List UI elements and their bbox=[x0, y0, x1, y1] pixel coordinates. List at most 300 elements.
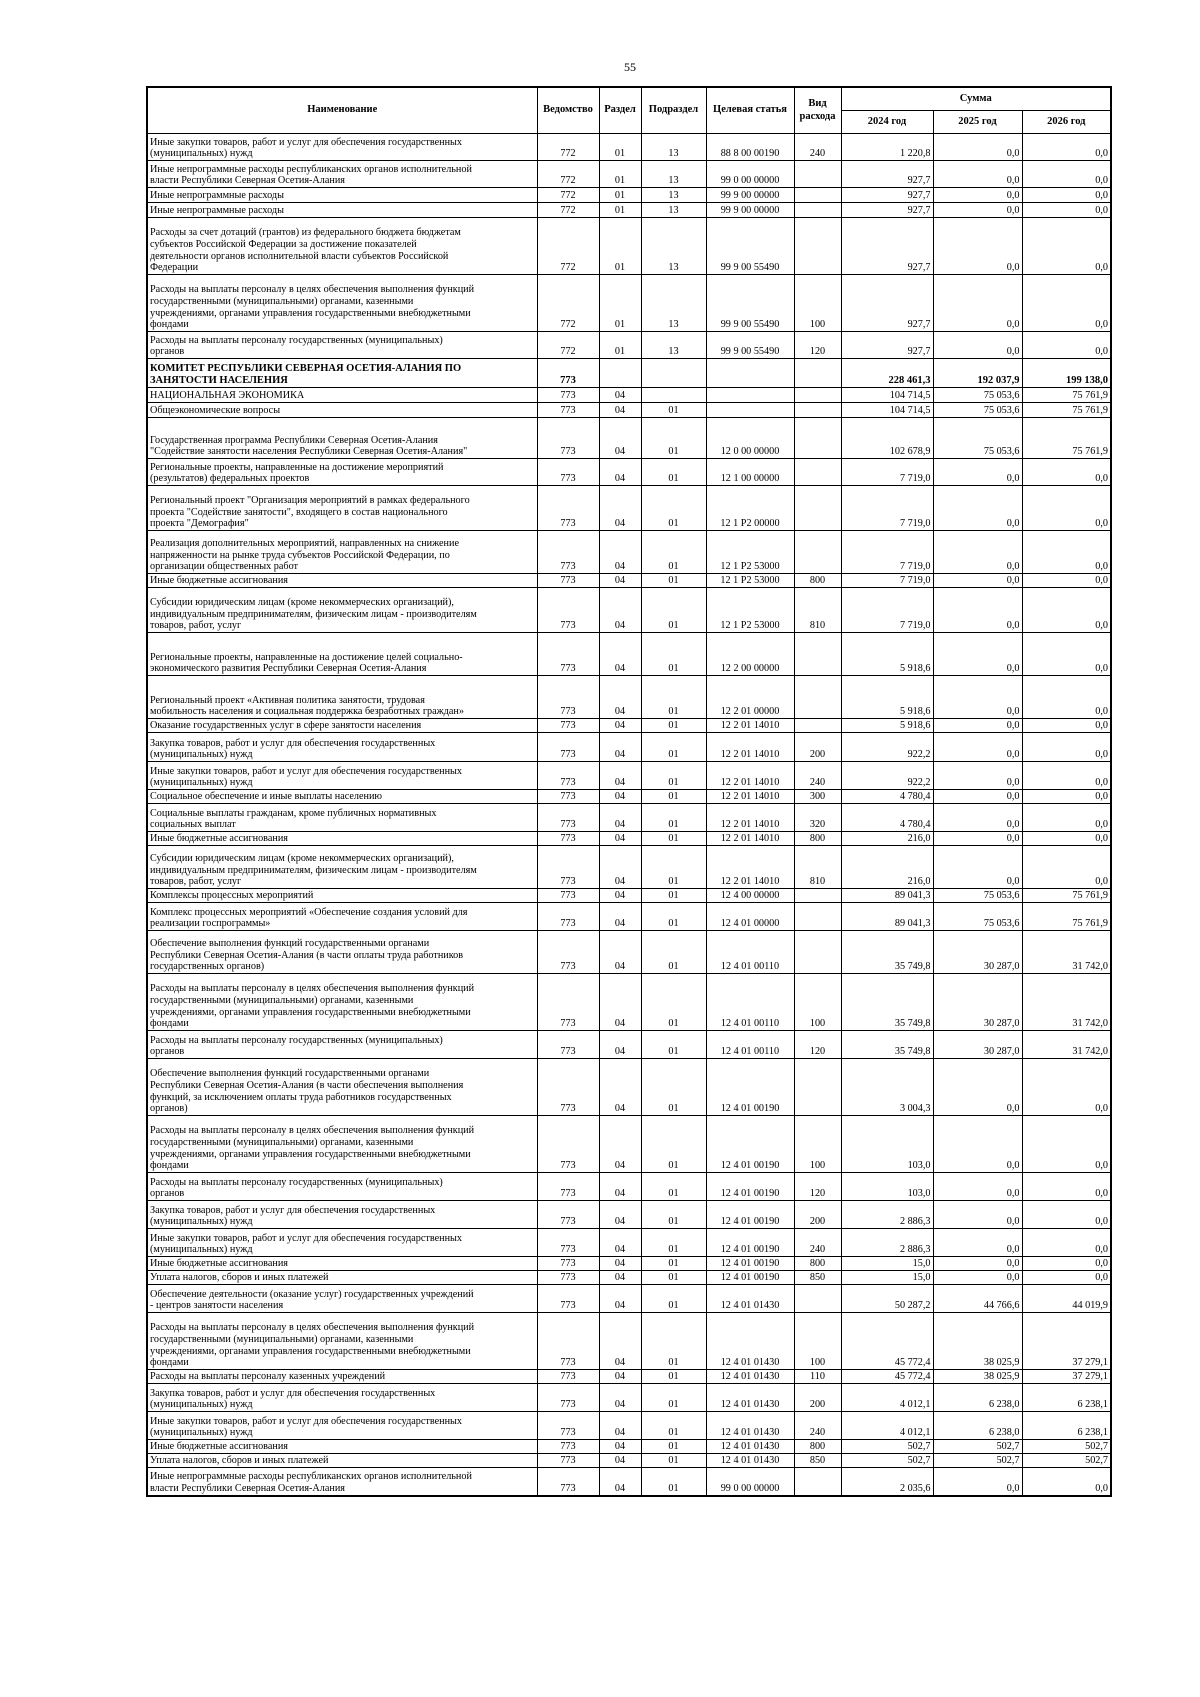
cell-2024: 927,7 bbox=[841, 161, 933, 188]
cell-2025: 0,0 bbox=[933, 1173, 1022, 1201]
cell-subsection: 01 bbox=[641, 1059, 706, 1116]
cell-name: Иные закупки товаров, работ и услуг для обеспечения государственных (муниципальных) нужд bbox=[147, 762, 537, 790]
cell-target: 12 4 01 00190 bbox=[706, 1116, 794, 1173]
cell-target: 12 1 P2 00000 bbox=[706, 486, 794, 531]
table-row bbox=[147, 134, 1111, 161]
cell-2024: 502,7 bbox=[841, 1440, 933, 1454]
cell-name: Иные закупки товаров, работ и услуг для обеспечения государственных (муниципальных) нужд bbox=[147, 134, 537, 161]
cell-2025: 0,0 bbox=[933, 676, 1022, 719]
cell-2026: 0,0 bbox=[1022, 676, 1111, 719]
table-row bbox=[147, 403, 1111, 418]
cell-2026: 0,0 bbox=[1022, 1116, 1111, 1173]
cell-2025: 6 238,0 bbox=[933, 1412, 1022, 1440]
cell-department: 773 bbox=[537, 1468, 599, 1496]
cell-section: 04 bbox=[599, 1313, 641, 1370]
cell-2026: 75 761,9 bbox=[1022, 903, 1111, 931]
table-row bbox=[147, 931, 1111, 974]
cell-2025: 30 287,0 bbox=[933, 1031, 1022, 1059]
cell-department: 773 bbox=[537, 1059, 599, 1116]
cell-2026: 0,0 bbox=[1022, 332, 1111, 359]
cell-department: 773 bbox=[537, 1229, 599, 1257]
header-target: Целевая статья bbox=[706, 87, 794, 134]
cell-2025: 0,0 bbox=[933, 1116, 1022, 1173]
cell-section: 04 bbox=[599, 531, 641, 574]
cell-subsection: 01 bbox=[641, 1454, 706, 1468]
table-row bbox=[147, 719, 1111, 733]
cell-department: 772 bbox=[537, 188, 599, 203]
cell-2024: 216,0 bbox=[841, 832, 933, 846]
cell-department: 773 bbox=[537, 804, 599, 832]
cell-target: 12 2 01 14010 bbox=[706, 832, 794, 846]
table-row bbox=[147, 1285, 1111, 1313]
cell-2026: 0,0 bbox=[1022, 1201, 1111, 1229]
table-row bbox=[147, 574, 1111, 588]
cell-department: 773 bbox=[537, 1201, 599, 1229]
cell-name: Социальное обеспечение и иные выплаты населению bbox=[147, 790, 537, 804]
cell-name: НАЦИОНАЛЬНАЯ ЭКОНОМИКА bbox=[147, 388, 537, 403]
cell-name: Иные непрограммные расходы республиканских органов исполнительной власти Республики Северная Осетия-Алания bbox=[147, 161, 537, 188]
cell-department: 773 bbox=[537, 1116, 599, 1173]
cell-2025: 44 766,6 bbox=[933, 1285, 1022, 1313]
cell-2024: 5 918,6 bbox=[841, 633, 933, 676]
cell-section: 04 bbox=[599, 676, 641, 719]
cell-2025: 0,0 bbox=[933, 275, 1022, 332]
cell-target: 99 9 00 55490 bbox=[706, 218, 794, 275]
cell-name: Уплата налогов, сборов и иных платежей bbox=[147, 1454, 537, 1468]
table-row bbox=[147, 1031, 1111, 1059]
cell-section: 01 bbox=[599, 161, 641, 188]
table-row bbox=[147, 1412, 1111, 1440]
cell-subsection: 01 bbox=[641, 418, 706, 459]
cell-2024: 7 719,0 bbox=[841, 486, 933, 531]
cell-name: Иные закупки товаров, работ и услуг для обеспечения государственных (муниципальных) нужд bbox=[147, 1229, 537, 1257]
cell-2025: 75 053,6 bbox=[933, 889, 1022, 903]
cell-target: 12 4 01 00110 bbox=[706, 974, 794, 1031]
cell-section: 04 bbox=[599, 403, 641, 418]
cell-target bbox=[706, 403, 794, 418]
cell-section: 04 bbox=[599, 1059, 641, 1116]
cell-name: Обеспечение выполнения функций государственными органами Республики Северная Осетия-Алания (в части обеспечения выполнения функций, за исключением оплаты труда работников государственных органов) bbox=[147, 1059, 537, 1116]
cell-subsection: 13 bbox=[641, 203, 706, 218]
cell-department: 773 bbox=[537, 633, 599, 676]
cell-department: 772 bbox=[537, 161, 599, 188]
cell-2025: 502,7 bbox=[933, 1440, 1022, 1454]
cell-subsection: 01 bbox=[641, 974, 706, 1031]
cell-expense-type bbox=[794, 931, 841, 974]
cell-target: 12 4 01 01430 bbox=[706, 1370, 794, 1384]
cell-subsection: 13 bbox=[641, 134, 706, 161]
cell-section: 01 bbox=[599, 203, 641, 218]
cell-2026: 0,0 bbox=[1022, 733, 1111, 762]
cell-target: 12 2 01 14010 bbox=[706, 762, 794, 790]
cell-target bbox=[706, 388, 794, 403]
cell-2024: 927,7 bbox=[841, 203, 933, 218]
cell-2024: 927,7 bbox=[841, 332, 933, 359]
cell-department: 773 bbox=[537, 388, 599, 403]
cell-2024: 2 886,3 bbox=[841, 1229, 933, 1257]
cell-2026: 31 742,0 bbox=[1022, 1031, 1111, 1059]
cell-section: 04 bbox=[599, 459, 641, 486]
cell-2024: 216,0 bbox=[841, 846, 933, 889]
cell-name: Расходы на выплаты персоналу в целях обеспечения выполнения функций государственными (муниципальными) органами, казенными учреждениями, органами управления государственными внебюджетными фондами bbox=[147, 1313, 537, 1370]
cell-subsection: 01 bbox=[641, 403, 706, 418]
cell-department: 773 bbox=[537, 1313, 599, 1370]
cell-section: 04 bbox=[599, 733, 641, 762]
cell-2025: 0,0 bbox=[933, 1468, 1022, 1496]
cell-expense-type: 200 bbox=[794, 1201, 841, 1229]
cell-2026: 0,0 bbox=[1022, 203, 1111, 218]
cell-subsection: 01 bbox=[641, 588, 706, 633]
cell-2026: 0,0 bbox=[1022, 1229, 1111, 1257]
cell-subsection: 01 bbox=[641, 832, 706, 846]
header-name: Наименование bbox=[147, 87, 537, 134]
cell-expense-type: 300 bbox=[794, 790, 841, 804]
cell-subsection: 01 bbox=[641, 1384, 706, 1412]
cell-2026: 0,0 bbox=[1022, 1173, 1111, 1201]
cell-department: 773 bbox=[537, 1370, 599, 1384]
cell-section: 04 bbox=[599, 1454, 641, 1468]
cell-department: 773 bbox=[537, 1384, 599, 1412]
cell-name: Иные бюджетные ассигнования bbox=[147, 574, 537, 588]
cell-expense-type: 800 bbox=[794, 1440, 841, 1454]
header-2026: 2026 год bbox=[1022, 111, 1111, 134]
cell-2024: 4 780,4 bbox=[841, 790, 933, 804]
cell-expense-type bbox=[794, 203, 841, 218]
cell-2026: 0,0 bbox=[1022, 1257, 1111, 1271]
cell-target: 12 4 01 01430 bbox=[706, 1384, 794, 1412]
cell-department: 772 bbox=[537, 275, 599, 332]
cell-expense-type: 850 bbox=[794, 1271, 841, 1285]
cell-section: 01 bbox=[599, 188, 641, 203]
cell-2026: 75 761,9 bbox=[1022, 388, 1111, 403]
cell-subsection: 13 bbox=[641, 188, 706, 203]
cell-2026: 0,0 bbox=[1022, 790, 1111, 804]
cell-2024: 35 749,8 bbox=[841, 1031, 933, 1059]
cell-2025: 75 053,6 bbox=[933, 418, 1022, 459]
cell-2024: 1 220,8 bbox=[841, 134, 933, 161]
cell-expense-type bbox=[794, 188, 841, 203]
cell-target: 12 4 01 01430 bbox=[706, 1313, 794, 1370]
cell-2026: 44 019,9 bbox=[1022, 1285, 1111, 1313]
table-row bbox=[147, 275, 1111, 332]
cell-2026: 502,7 bbox=[1022, 1454, 1111, 1468]
cell-name: Региональные проекты, направленные на достижение мероприятий (результатов) федеральных проектов bbox=[147, 459, 537, 486]
cell-section: 04 bbox=[599, 1201, 641, 1229]
cell-target: 12 1 P2 53000 bbox=[706, 531, 794, 574]
cell-subsection: 01 bbox=[641, 1370, 706, 1384]
cell-2025: 0,0 bbox=[933, 762, 1022, 790]
cell-subsection: 13 bbox=[641, 275, 706, 332]
cell-target: 12 2 01 14010 bbox=[706, 790, 794, 804]
cell-expense-type: 240 bbox=[794, 1229, 841, 1257]
cell-2025: 0,0 bbox=[933, 804, 1022, 832]
cell-2024: 502,7 bbox=[841, 1454, 933, 1468]
cell-department: 772 bbox=[537, 203, 599, 218]
cell-expense-type bbox=[794, 889, 841, 903]
cell-2025: 502,7 bbox=[933, 1454, 1022, 1468]
cell-2025: 38 025,9 bbox=[933, 1313, 1022, 1370]
cell-name: Расходы на выплаты персоналу в целях обеспечения выполнения функций государственными (муниципальными) органами, казенными учреждениями, органами управления государственными внебюджетными фондами bbox=[147, 275, 537, 332]
cell-name: Обеспечение выполнения функций государственными органами Республики Северная Осетия-Алания (в части оплаты труда работников государственных органов) bbox=[147, 931, 537, 974]
cell-2026: 0,0 bbox=[1022, 531, 1111, 574]
cell-name: КОМИТЕТ РЕСПУБЛИКИ СЕВЕРНАЯ ОСЕТИЯ-АЛАНИЯ ПО ЗАНЯТОСТИ НАСЕЛЕНИЯ bbox=[147, 359, 537, 388]
cell-2024: 922,2 bbox=[841, 733, 933, 762]
cell-expense-type bbox=[794, 1468, 841, 1496]
cell-target bbox=[706, 359, 794, 388]
cell-target: 12 0 00 00000 bbox=[706, 418, 794, 459]
cell-subsection: 01 bbox=[641, 531, 706, 574]
table-row bbox=[147, 218, 1111, 275]
cell-subsection: 01 bbox=[641, 804, 706, 832]
cell-expense-type: 810 bbox=[794, 846, 841, 889]
header-section: Раздел bbox=[599, 87, 641, 134]
cell-department: 773 bbox=[537, 574, 599, 588]
table-row bbox=[147, 1116, 1111, 1173]
cell-2024: 35 749,8 bbox=[841, 931, 933, 974]
table-row bbox=[147, 633, 1111, 676]
cell-subsection: 01 bbox=[641, 676, 706, 719]
table-row bbox=[147, 676, 1111, 719]
cell-expense-type bbox=[794, 633, 841, 676]
cell-2024: 3 004,3 bbox=[841, 1059, 933, 1116]
cell-2024: 45 772,4 bbox=[841, 1313, 933, 1370]
cell-name: Иные непрограммные расходы республиканских органов исполнительной власти Республики Северная Осетия-Алания bbox=[147, 1468, 537, 1496]
header-2025: 2025 год bbox=[933, 111, 1022, 134]
cell-subsection: 13 bbox=[641, 332, 706, 359]
cell-2026: 6 238,1 bbox=[1022, 1412, 1111, 1440]
cell-section bbox=[599, 359, 641, 388]
cell-target: 12 4 01 01430 bbox=[706, 1440, 794, 1454]
table-row bbox=[147, 889, 1111, 903]
cell-2025: 0,0 bbox=[933, 633, 1022, 676]
cell-2025: 0,0 bbox=[933, 574, 1022, 588]
table-row bbox=[147, 1468, 1111, 1496]
cell-section: 04 bbox=[599, 1440, 641, 1454]
cell-name: Оказание государственных услуг в сфере занятости населения bbox=[147, 719, 537, 733]
cell-expense-type bbox=[794, 218, 841, 275]
cell-subsection: 01 bbox=[641, 1173, 706, 1201]
cell-2024: 228 461,3 bbox=[841, 359, 933, 388]
table-row bbox=[147, 388, 1111, 403]
header-expense-type: Вид расхода bbox=[794, 87, 841, 134]
cell-2024: 7 719,0 bbox=[841, 531, 933, 574]
cell-2026: 199 138,0 bbox=[1022, 359, 1111, 388]
cell-name: Расходы на выплаты персоналу государственных (муниципальных) органов bbox=[147, 1173, 537, 1201]
page-number: 55 bbox=[624, 60, 636, 74]
cell-2026: 0,0 bbox=[1022, 1059, 1111, 1116]
cell-name: Расходы на выплаты персоналу в целях обеспечения выполнения функций государственными (муниципальными) органами, казенными учреждениями, органами управления государственными внебюджетными фондами bbox=[147, 974, 537, 1031]
cell-2024: 104 714,5 bbox=[841, 403, 933, 418]
table-header bbox=[147, 87, 1111, 134]
cell-section: 04 bbox=[599, 974, 641, 1031]
cell-section: 01 bbox=[599, 332, 641, 359]
cell-2024: 7 719,0 bbox=[841, 588, 933, 633]
cell-expense-type: 120 bbox=[794, 332, 841, 359]
cell-subsection: 01 bbox=[641, 1257, 706, 1271]
cell-expense-type bbox=[794, 486, 841, 531]
cell-expense-type bbox=[794, 1059, 841, 1116]
table-row bbox=[147, 974, 1111, 1031]
cell-2024: 103,0 bbox=[841, 1173, 933, 1201]
cell-target: 99 0 00 00000 bbox=[706, 1468, 794, 1496]
cell-expense-type: 200 bbox=[794, 733, 841, 762]
cell-2026: 75 761,9 bbox=[1022, 889, 1111, 903]
cell-2026: 0,0 bbox=[1022, 134, 1111, 161]
cell-section: 04 bbox=[599, 790, 641, 804]
cell-section: 04 bbox=[599, 588, 641, 633]
cell-department: 772 bbox=[537, 218, 599, 275]
cell-expense-type: 800 bbox=[794, 1257, 841, 1271]
table-row bbox=[147, 804, 1111, 832]
cell-2024: 103,0 bbox=[841, 1116, 933, 1173]
cell-2025: 0,0 bbox=[933, 1201, 1022, 1229]
cell-subsection bbox=[641, 388, 706, 403]
cell-section: 04 bbox=[599, 1370, 641, 1384]
cell-subsection: 01 bbox=[641, 1468, 706, 1496]
table-row bbox=[147, 531, 1111, 574]
cell-target: 12 4 01 01430 bbox=[706, 1285, 794, 1313]
cell-expense-type bbox=[794, 459, 841, 486]
cell-2025: 0,0 bbox=[933, 332, 1022, 359]
cell-2025: 6 238,0 bbox=[933, 1384, 1022, 1412]
table-row bbox=[147, 1271, 1111, 1285]
cell-2026: 0,0 bbox=[1022, 188, 1111, 203]
cell-2026: 0,0 bbox=[1022, 588, 1111, 633]
cell-name: Субсидии юридическим лицам (кроме некоммерческих организаций), индивидуальным предпринимателям, физическим лицам - производителям товаров, работ, услуг bbox=[147, 846, 537, 889]
cell-2024: 5 918,6 bbox=[841, 676, 933, 719]
cell-section: 04 bbox=[599, 633, 641, 676]
cell-expense-type: 240 bbox=[794, 134, 841, 161]
cell-subsection: 01 bbox=[641, 574, 706, 588]
table-row bbox=[147, 762, 1111, 790]
cell-expense-type: 120 bbox=[794, 1173, 841, 1201]
cell-expense-type: 100 bbox=[794, 1116, 841, 1173]
cell-section: 04 bbox=[599, 804, 641, 832]
cell-2026: 0,0 bbox=[1022, 719, 1111, 733]
cell-expense-type bbox=[794, 903, 841, 931]
cell-2025: 0,0 bbox=[933, 531, 1022, 574]
cell-section: 04 bbox=[599, 719, 641, 733]
cell-name: Иные непрограммные расходы bbox=[147, 188, 537, 203]
cell-subsection: 01 bbox=[641, 459, 706, 486]
cell-subsection: 01 bbox=[641, 1285, 706, 1313]
cell-2026: 75 761,9 bbox=[1022, 418, 1111, 459]
cell-target: 12 2 01 14010 bbox=[706, 719, 794, 733]
header-sum: Сумма bbox=[841, 87, 1111, 111]
cell-2025: 0,0 bbox=[933, 1271, 1022, 1285]
cell-2025: 0,0 bbox=[933, 1257, 1022, 1271]
cell-section: 04 bbox=[599, 1412, 641, 1440]
cell-name: Расходы за счет дотаций (грантов) из федерального бюджета бюджетам субъектов Российской Федерации за достижение показателей деятельности органов исполнительной власти субъектов Российской Федерации bbox=[147, 218, 537, 275]
cell-section: 01 bbox=[599, 134, 641, 161]
cell-expense-type: 100 bbox=[794, 1313, 841, 1370]
cell-2024: 15,0 bbox=[841, 1257, 933, 1271]
cell-department: 773 bbox=[537, 1031, 599, 1059]
cell-department: 773 bbox=[537, 832, 599, 846]
cell-section: 04 bbox=[599, 1468, 641, 1496]
cell-name: Иные непрограммные расходы bbox=[147, 203, 537, 218]
cell-expense-type: 800 bbox=[794, 832, 841, 846]
cell-subsection: 01 bbox=[641, 762, 706, 790]
cell-2026: 37 279,1 bbox=[1022, 1313, 1111, 1370]
cell-2024: 2 886,3 bbox=[841, 1201, 933, 1229]
cell-2026: 0,0 bbox=[1022, 846, 1111, 889]
cell-target: 12 1 P2 53000 bbox=[706, 588, 794, 633]
cell-subsection: 01 bbox=[641, 1201, 706, 1229]
cell-2024: 5 918,6 bbox=[841, 719, 933, 733]
cell-department: 773 bbox=[537, 1454, 599, 1468]
cell-section: 04 bbox=[599, 418, 641, 459]
cell-2024: 35 749,8 bbox=[841, 974, 933, 1031]
cell-department: 773 bbox=[537, 676, 599, 719]
cell-2024: 89 041,3 bbox=[841, 889, 933, 903]
cell-subsection: 01 bbox=[641, 1412, 706, 1440]
cell-2025: 75 053,6 bbox=[933, 403, 1022, 418]
cell-2025: 0,0 bbox=[933, 459, 1022, 486]
cell-2026: 0,0 bbox=[1022, 633, 1111, 676]
cell-expense-type: 320 bbox=[794, 804, 841, 832]
cell-2026: 0,0 bbox=[1022, 275, 1111, 332]
cell-2024: 7 719,0 bbox=[841, 574, 933, 588]
cell-2025: 0,0 bbox=[933, 1229, 1022, 1257]
cell-name: Иные бюджетные ассигнования bbox=[147, 1440, 537, 1454]
cell-2026: 31 742,0 bbox=[1022, 931, 1111, 974]
cell-name: Обеспечение деятельности (оказание услуг) государственных учреждений - центров занятости населения bbox=[147, 1285, 537, 1313]
cell-subsection: 01 bbox=[641, 931, 706, 974]
cell-2025: 192 037,9 bbox=[933, 359, 1022, 388]
cell-department: 773 bbox=[537, 762, 599, 790]
cell-target: 12 2 01 14010 bbox=[706, 846, 794, 889]
table-row bbox=[147, 418, 1111, 459]
table-row bbox=[147, 1440, 1111, 1454]
cell-section: 04 bbox=[599, 1173, 641, 1201]
cell-expense-type: 800 bbox=[794, 574, 841, 588]
cell-expense-type: 850 bbox=[794, 1454, 841, 1468]
cell-target: 12 2 01 14010 bbox=[706, 804, 794, 832]
table-row bbox=[147, 1384, 1111, 1412]
cell-2026: 37 279,1 bbox=[1022, 1370, 1111, 1384]
cell-subsection: 01 bbox=[641, 1440, 706, 1454]
table-row bbox=[147, 1313, 1111, 1370]
cell-department: 773 bbox=[537, 889, 599, 903]
cell-subsection: 01 bbox=[641, 903, 706, 931]
cell-name: Субсидии юридическим лицам (кроме некоммерческих организаций), индивидуальным предпринимателям, физическим лицам - производителям товаров, работ, услуг bbox=[147, 588, 537, 633]
cell-section: 04 bbox=[599, 1384, 641, 1412]
cell-name: Реализация дополнительных мероприятий, направленных на снижение напряженности на рынке труда субъектов Российской Федерации, по организации общественных работ bbox=[147, 531, 537, 574]
cell-subsection: 13 bbox=[641, 218, 706, 275]
cell-target: 99 9 00 00000 bbox=[706, 188, 794, 203]
cell-2024: 927,7 bbox=[841, 188, 933, 203]
cell-expense-type: 100 bbox=[794, 275, 841, 332]
cell-target: 12 4 01 01430 bbox=[706, 1454, 794, 1468]
cell-department: 772 bbox=[537, 332, 599, 359]
header-subsection: Подраздел bbox=[641, 87, 706, 134]
cell-section: 04 bbox=[599, 903, 641, 931]
table-row bbox=[147, 588, 1111, 633]
table-row bbox=[147, 1257, 1111, 1271]
cell-name: Закупка товаров, работ и услуг для обеспечения государственных (муниципальных) нужд bbox=[147, 1201, 537, 1229]
cell-2026: 0,0 bbox=[1022, 486, 1111, 531]
cell-2025: 30 287,0 bbox=[933, 974, 1022, 1031]
cell-2026: 0,0 bbox=[1022, 762, 1111, 790]
cell-2024: 102 678,9 bbox=[841, 418, 933, 459]
cell-target: 12 4 01 00190 bbox=[706, 1229, 794, 1257]
cell-2024: 15,0 bbox=[841, 1271, 933, 1285]
cell-department: 773 bbox=[537, 1271, 599, 1285]
cell-target: 12 2 00 00000 bbox=[706, 633, 794, 676]
cell-expense-type: 120 bbox=[794, 1031, 841, 1059]
cell-name: Региональный проект "Организация мероприятий в рамках федерального проекта "Содействие занятости", входящего в состав национального проекта "Демография" bbox=[147, 486, 537, 531]
